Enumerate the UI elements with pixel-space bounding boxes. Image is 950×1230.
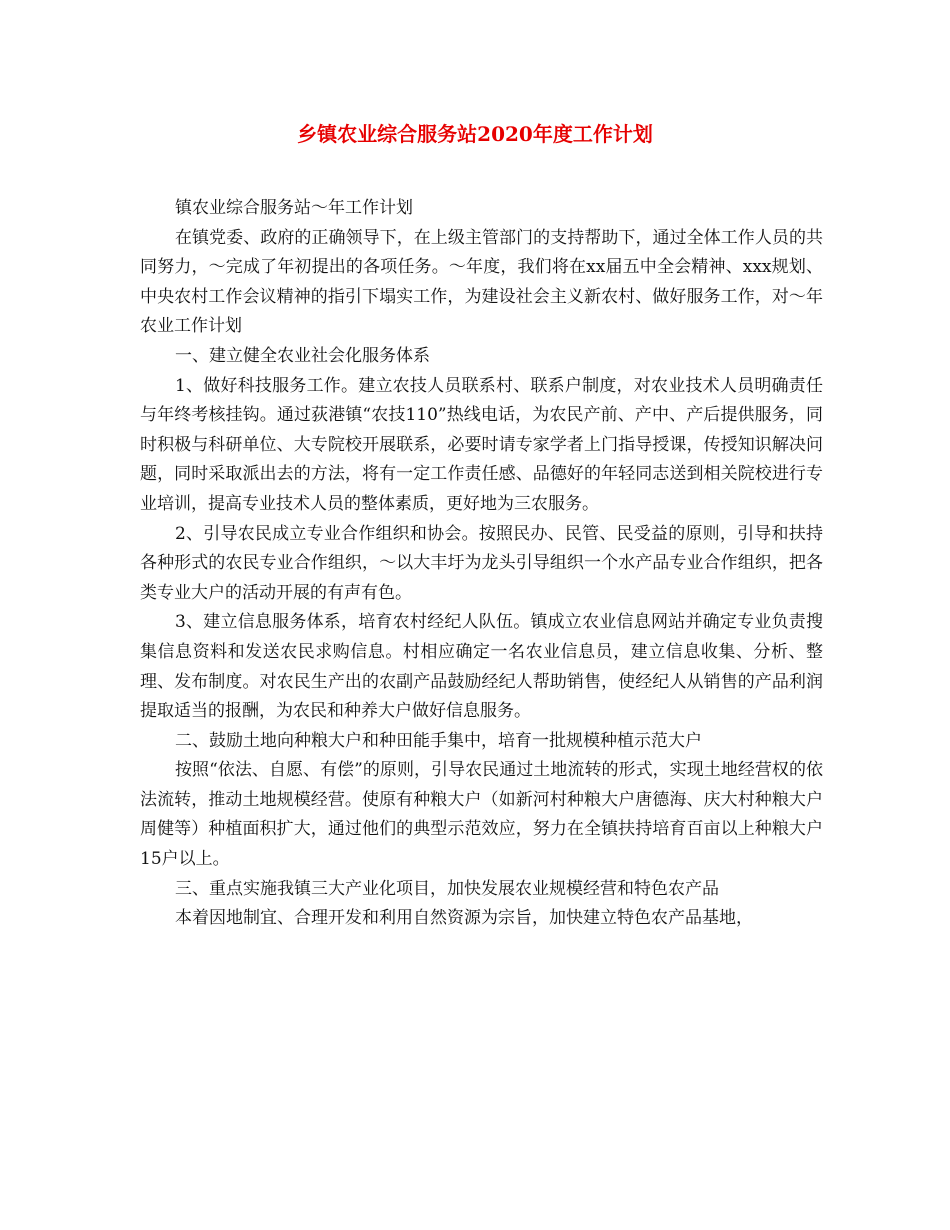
document-body bbox=[140, 194, 823, 934]
paragraph-item-2: 2、引导农民成立专业合作组织和协会。按照民办、民管、民受益的原则，引导和扶持各种形式的农民专业合作组织，～以大丰圩为龙头引导组织一个水产品专业合作组织，把各类专业大户的活动开展的有声有色。 bbox=[140, 523, 823, 603]
paragraph-subtitle: 镇农业综合服务站～年工作计划 bbox=[175, 198, 413, 218]
paragraph-intro: 在镇党委、政府的正确领导下，在上级主管部门的支持帮助下，通过全体工作人员的共同努力，～完成了年初提出的各项任务。～年度，我们将在xx届五中全会精神、xxx规划、中央农村工作会议精神的指引下塌实工作，为建设社会主义新农村、做好服务工作，对～年农业工作计划 bbox=[140, 227, 823, 337]
section-heading-2: 二、鼓励土地向种粮大户和种田能手集中，培育一批规模种植示范大户 bbox=[175, 730, 702, 751]
paragraph-section-2: 按照“依法、自愿、有偿”的原则，引导农民通过土地流转的形式，实现土地经营权的依法流转，推动土地规模经营。使原有种粮大户（如新河村种粮大户唐德海、庆大村种粮大户周健等）种植面积扩大，通过他们的典型示范效应，努力在全镇扶持培育百亩以上种粮大户15户以上。 bbox=[140, 760, 823, 870]
paragraph-section-3: 本着因地制宜、合理开发和利用自然资源为宗旨，加快建立特色农产品基地， bbox=[175, 908, 753, 929]
section-heading-1: 一、建立健全农业社会化服务体系 bbox=[175, 345, 430, 366]
paragraph-item-3: 3、建立信息服务体系，培育农村经纪人队伍。镇成立农业信息网站并确定专业负责搜集信息资料和发送农民求购信息。村相应确定一名农业信息员，建立信息收集、分析、整理、发布制度。对农民生产出的农副产品鼓励经纪人帮助销售，使经纪人从销售的产品利润提取适当的报酬，为农民和种养大户做好信息服务。 bbox=[140, 612, 823, 722]
section-heading-3: 三、重点实施我镇三大产业化项目，加快发展农业规模经营和特色农产品 bbox=[175, 878, 719, 899]
paragraph-item-1: 1、做好科技服务工作。建立农技人员联系村、联系户制度，对农业技术人员明确责任与年终考核挂钩。通过荻港镇“农技110”热线电话，为农民产前、产中、产后提供服务，同时积极与科研单位、大专院校开展联系，必要时请专家学者上门指导授课，传授知识解决问题，同时采取派出去的方法，将有一定工作责任感、品德好的年轻同志送到相关院校进行专业培训，提高专业技术人员的整体素质，更好地为三农服务。 bbox=[140, 375, 823, 514]
document-title: 乡镇农业综合服务站2020年度工作计划 bbox=[297, 122, 653, 146]
